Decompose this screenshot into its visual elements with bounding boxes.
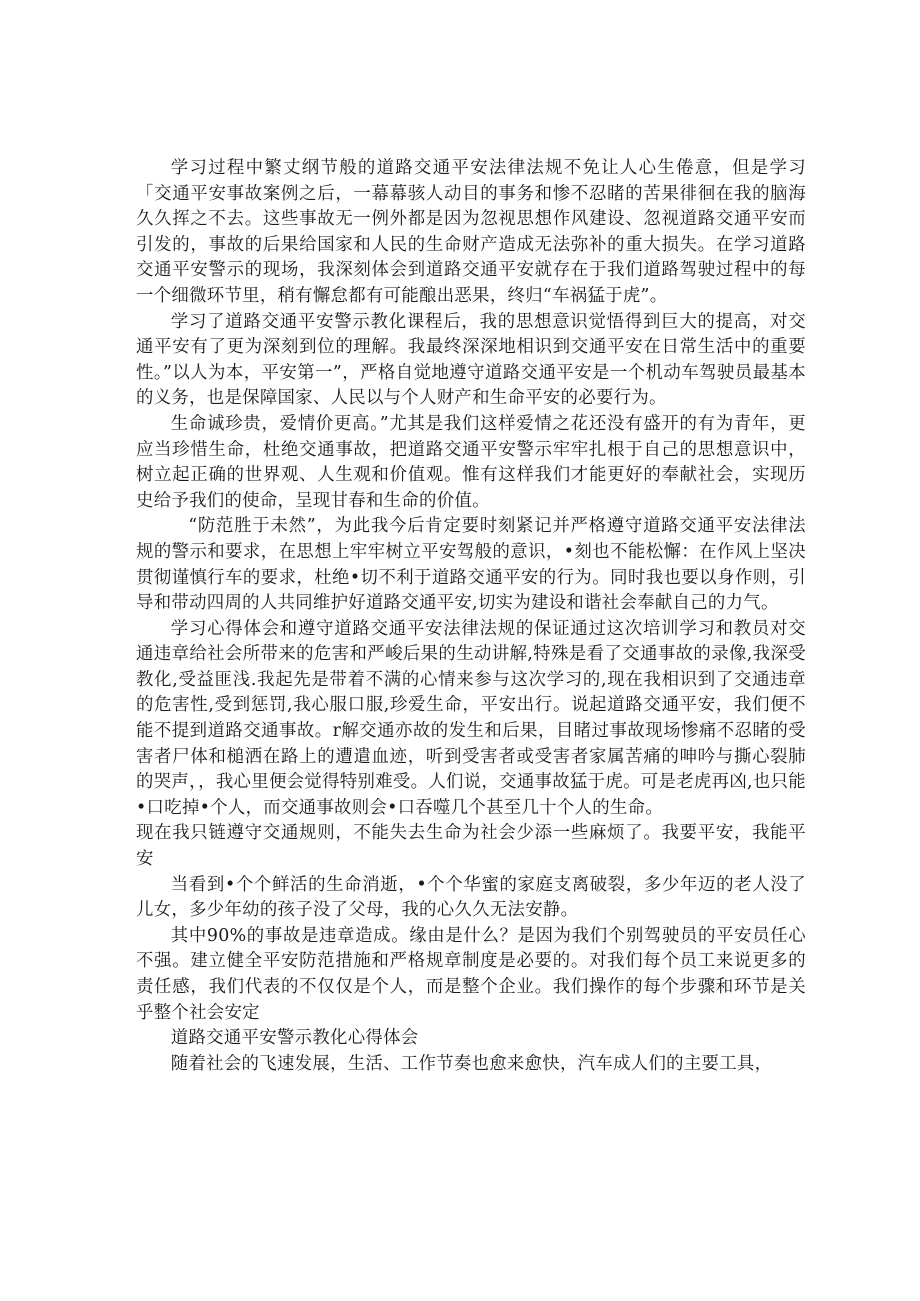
paragraph-6: 现在我只链遵守交通规则，不能失去生命为社会少添一些麻烦了。我要平安，我能平安: [136, 823, 806, 870]
paragraph-1: 学习过程中繁丈纲节般的道路交通平安法律法规不免让人心生倦意，但是学习「交通平安事故案例之后，一幕幕骇人动目的事务和惨不忍睹的苦果徘徊在我的脑海久久挥之不去。这些事故无一例外都是因为忽视思想作风建设、忽视道路交通平安而引发的，事故的后果给国家和人民的生命财产造成无法弥补的重大损失。在学习道路交通平安警示的现场，我深刻体会到道路交通平安就存在于我们道路驾驶过程中的每一个细微环节里，稍有懈怠都有可能酿出恶果，终归“车祸猛于虎”。: [136, 158, 806, 306]
paragraph-5: 学习心得体会和遵守道路交通平安法律法规的保证通过这次培训学习和教员对交通违章给社会所带来的危害和严峻后果的生动讲解,特殊是看了交通事故的录像,我深受教化,受益匪浅.我起先是带着不满的心情来参与这次学习的,现在我相识到了交通违章的危害性,受到惩罚,我心服口服,珍爱生命，平安出行。说起道路交通平安，我们便不能不提到道路交通事故。r解交通亦故的发生和后果，目睹过事故现场惨痛不忍睹的受害者尸体和槌洒在路上的遭遣血迹，听到受害者或受害者家属苦痛的呻吟与撕心裂肺的哭声，，我心里便会觉得特别难受。人们说，交通事故猛于虎。可是老虎再凶,也只能•口吃掉•个人，而交通事故则会•口吞噬几个甚至几十个人的生命。: [136, 618, 806, 818]
document-body: [136, 156, 806, 1077]
paragraph-10: 随着社会的飞速发展，生活、工作节奏也愈来愈快，汽车成人们的主要工具，: [170, 1053, 773, 1074]
paragraph-3: 生命诚珍贵，爱情价更高。”尤其是我们这样爱情之花还没有盛开的有为青年，更应当珍惜生命，杜绝交通事故，把道路交通平安警示牢牢扎根于自己的思想意识中，树立起正确的世界观、人生观和价值观。惟有这样我们才能更好的奉献社会，实现历史给予我们的使命，呈现甘春和生命的价值。: [136, 413, 806, 511]
paragraph-7: 当看到•个个鲜活的生命消逝，•个个华蜜的家庭支离破裂，多少年迈的老人没了儿女，多少年幼的孩子没了父母，我的心久久无法安静。: [136, 874, 806, 921]
paragraph-2: 学习了道路交通平安警示教化课程后，我的思想意识觉悟得到巨大的提高，对交通平安有了更为深刻到位的理解。我最终深深地相识到交通平安在日常生活中的重要性。”以人为本，平安第一”，严格自觉地遵守道路交通平安是一个机动车驾驶员最基本的义务，也是保障国家、人民以与个人财产和生命平安的必要行为。: [136, 311, 806, 409]
paragraph-4: “防范胜于未然”，为此我今后肯定要时刻紧记并严格遵守道路交通平安法律法规的警示和要求，在思想上牢牢树立平安驾般的意识，•刻也不能松懈：在作风上坚决贯彻谨慎行车的要求，杜绝•切不利于道路交通平安的行为。同时我也要以身作则，引导和带动四周的人共同维护好道路交通平安,切实为建设和谐社会奉献自己的力气。: [136, 516, 806, 614]
paragraph-8: 其中90%的事故是违章造成。缘由是什么？是因为我们个别驾驶员的平安员任心不强。建立健全平安防范措施和严格规章制度是必要的。对我们每个员工来说更多的责任感，我们代表的不仅仅是个人，而是整个企业。我们操作的每个步骤和环节是关乎整个社会安定: [136, 925, 806, 1023]
section-heading: 道路交通平安警示教化心得体会: [170, 1028, 419, 1049]
